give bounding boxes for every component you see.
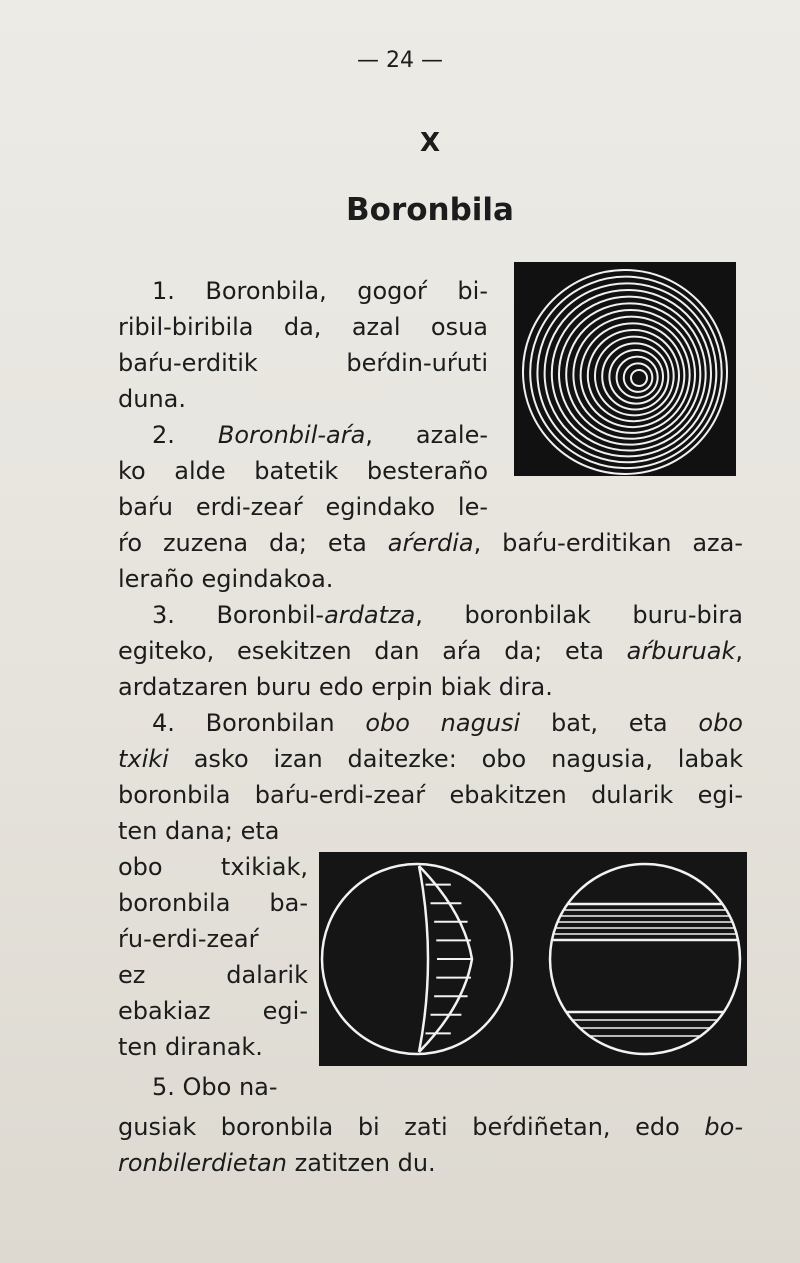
text-line: ez dalarik <box>118 961 308 989</box>
text-line: ten dana; eta <box>118 817 280 845</box>
text-line: txiki asko izan daitezke: obo nagusia, labak <box>118 745 743 773</box>
text-line: boronbila ba- <box>118 889 308 917</box>
text-line: ko alde batetik besteraño <box>118 457 488 485</box>
text-line: ribil-biribila da, azal osua <box>118 313 488 341</box>
text-line: ŕo zuzena da; eta aŕerdia, baŕu-erditikan aza- <box>118 529 744 557</box>
text-line: boronbila baŕu-erdi-zeaŕ ebakitzen dularik egi- <box>118 781 743 809</box>
text-line: 1. Boronbila, gogoŕ bi- <box>152 277 488 305</box>
chapter-number: X <box>419 128 441 158</box>
text-line: egiteko, esekitzen dan aŕa da; eta aŕburuak, <box>118 637 743 665</box>
page-title: Boronbila <box>346 192 514 228</box>
text-line: 3. Boronbil-ardatza, boronbilak buru-bira <box>152 601 744 629</box>
sphere-sections-figure <box>319 852 747 1066</box>
text-line: ebakiaz egi- <box>118 997 308 1025</box>
text-line: ŕu-erdi-zeaŕ <box>118 925 259 953</box>
text-line: leraño egindakoa. <box>118 565 334 593</box>
text-line: 5. Obo na- <box>152 1073 278 1101</box>
text-line: gusiak boronbila bi zati beŕdiñetan, edo bo- <box>118 1113 743 1141</box>
right-sphere <box>544 864 746 1054</box>
text-line: obo txikiak, <box>118 853 308 881</box>
text-line: ardatzaren buru edo erpin biak dira. <box>118 673 553 701</box>
text-line: baŕu erdi-zeaŕ egindako le- <box>118 493 488 521</box>
text-line: 4. Boronbilan obo nagusi bat, eta obo <box>152 709 743 737</box>
ring <box>624 363 653 392</box>
page-number: — 24 — <box>357 48 443 73</box>
concentric-circles-figure <box>514 262 736 476</box>
text-line: 2. Boronbil-aŕa, azale- <box>152 421 488 449</box>
text-line: duna. <box>118 385 186 413</box>
left-sphere <box>322 864 512 1054</box>
text-line: baŕu-erditik beŕdin-uŕuti <box>118 349 488 377</box>
text-line: ronbilerdietan zatitzen du. <box>118 1149 436 1177</box>
ring <box>631 370 647 386</box>
text-line: ten diranak. <box>118 1033 263 1061</box>
ring <box>545 290 711 456</box>
